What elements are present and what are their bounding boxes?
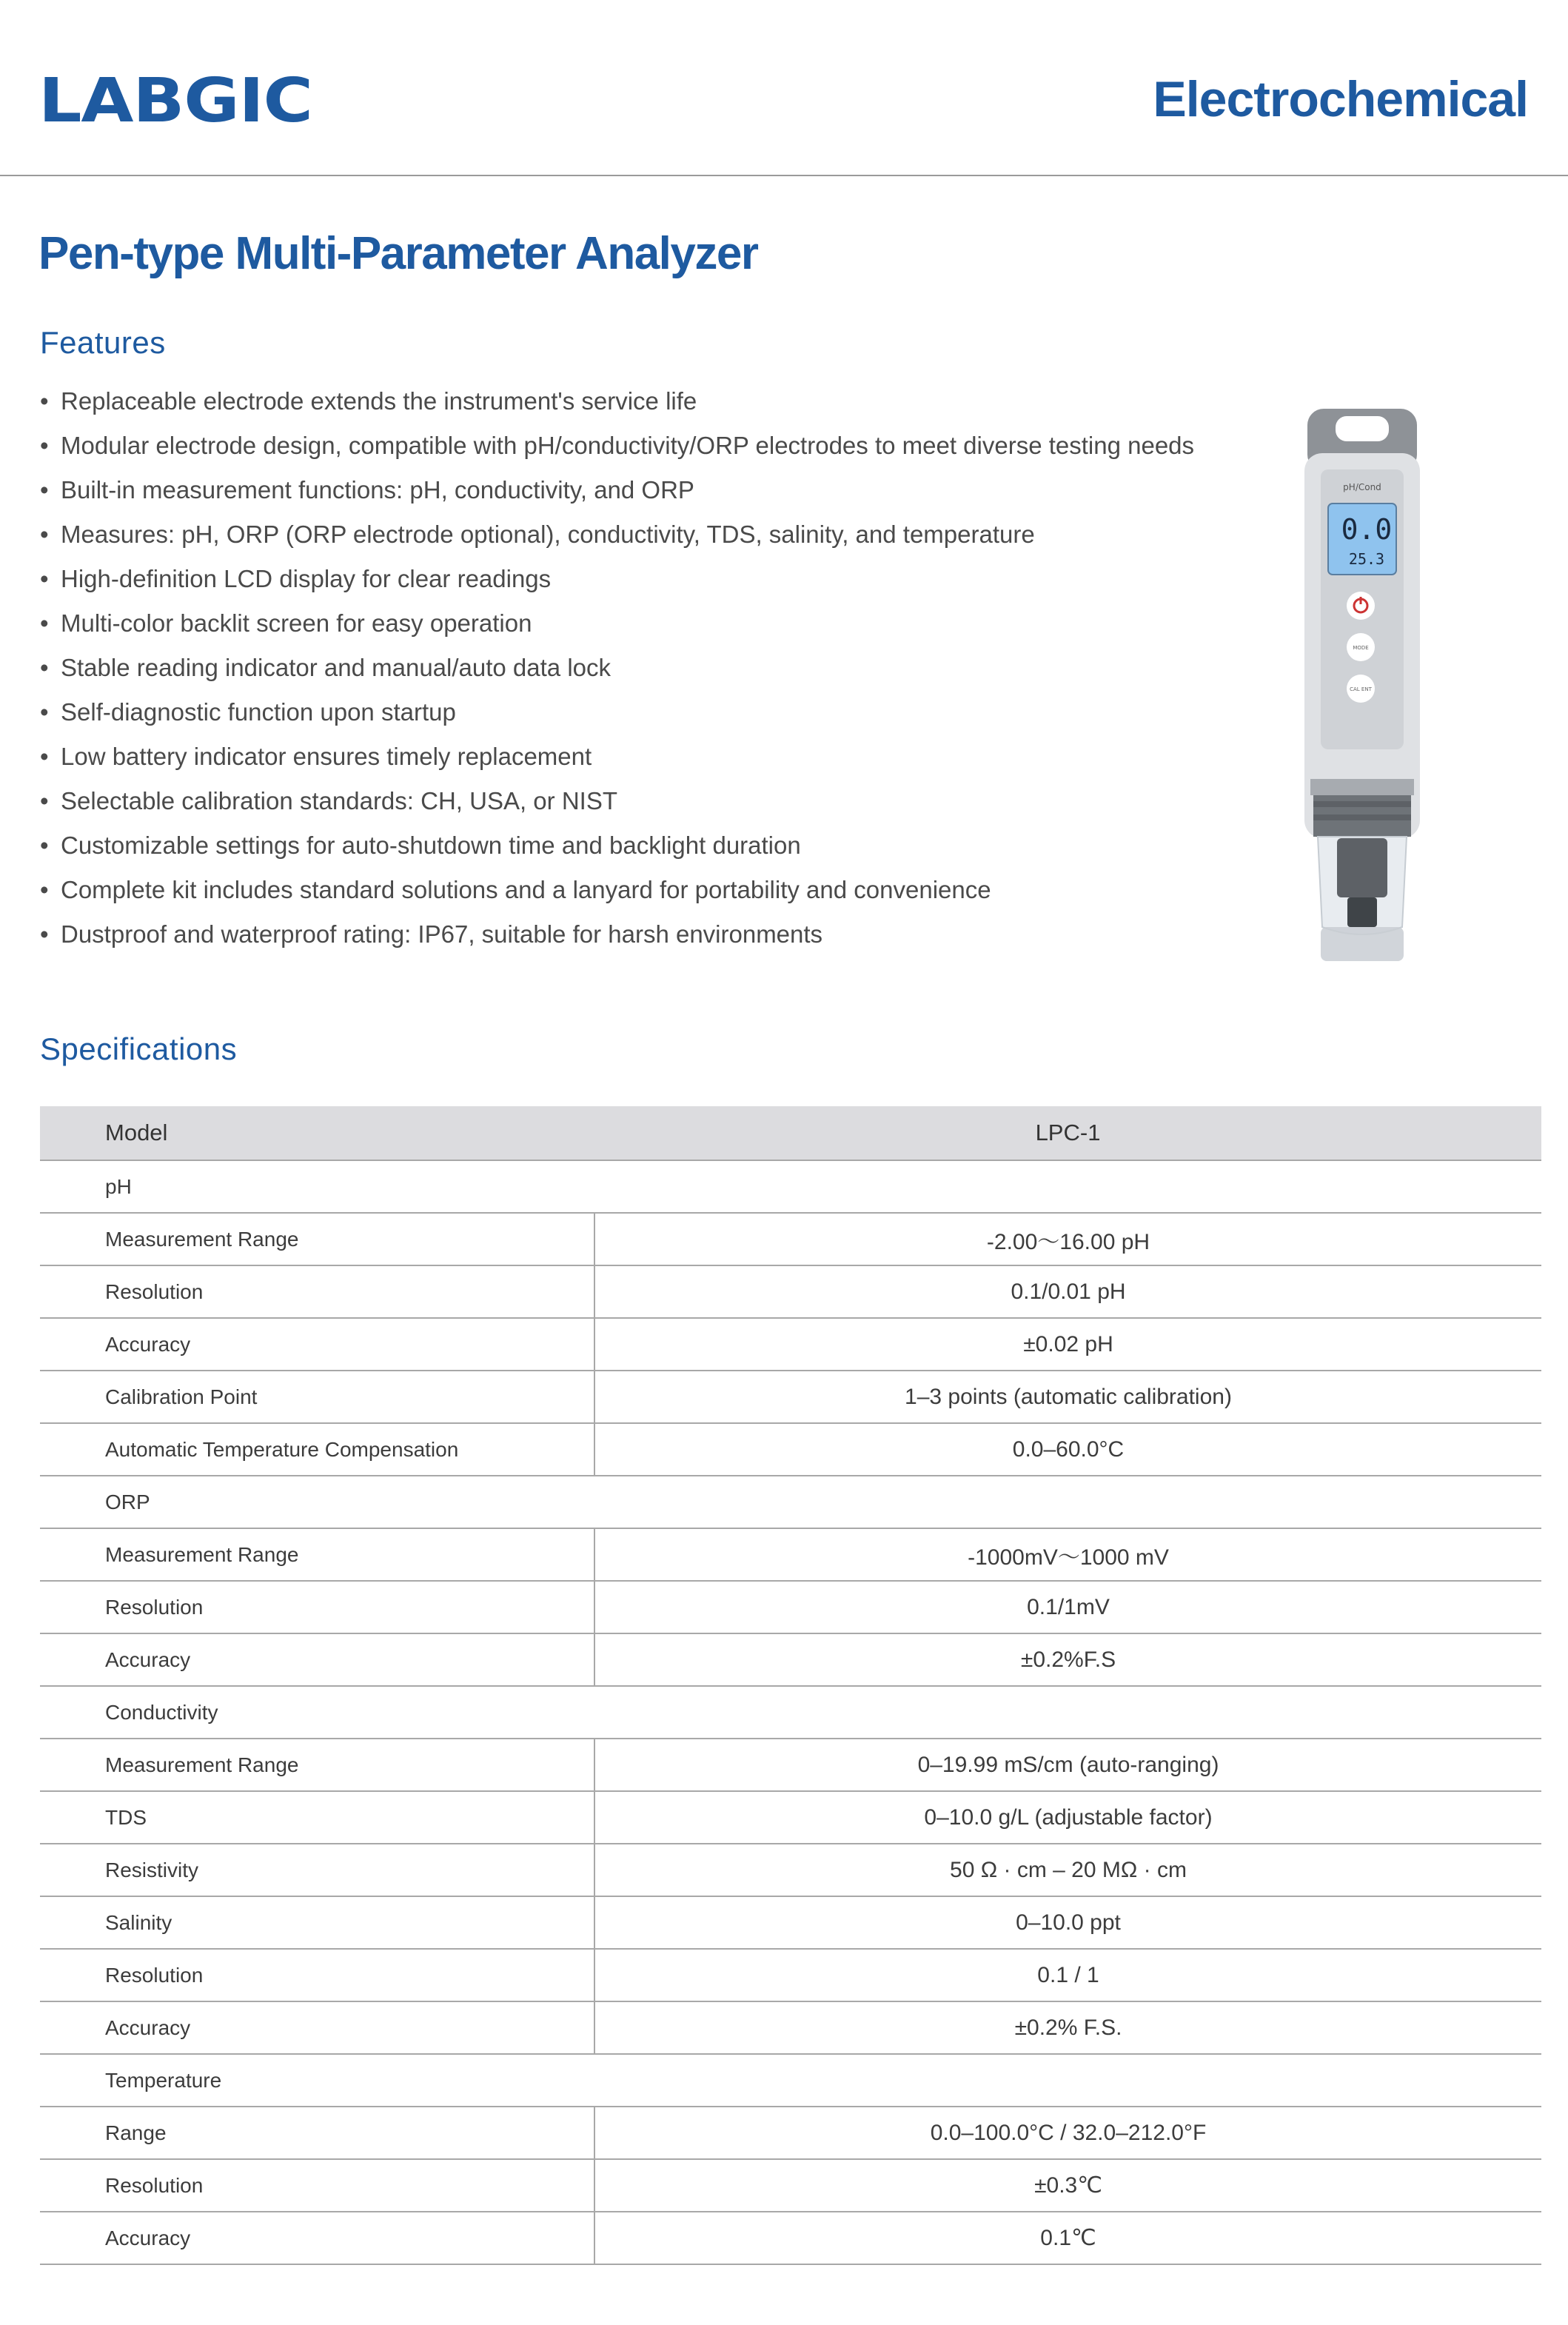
specifications-heading: Specifications — [40, 1031, 238, 1066]
table-row: Resolution ±0.3℃ — [40, 2159, 1541, 2212]
table-row: Resistivity 50 Ω · cm – 20 MΩ · cm — [40, 1844, 1541, 1896]
mode-button-label: MODE — [1353, 645, 1369, 651]
table-header-row — [40, 1106, 1541, 1160]
feature-item: • Low battery indicator ensures timely replacement — [40, 735, 1194, 779]
table-row: Accuracy ±0.2%F.S — [40, 1633, 1541, 1686]
table-row: Resolution 0.1/1mV — [40, 1581, 1541, 1633]
table-row: Accuracy ±0.2% F.S. — [40, 2001, 1541, 2054]
spec-group-row: Temperature — [40, 2054, 1541, 2107]
feature-item: • High-definition LCD display for clear readings — [40, 557, 1194, 601]
table-row: Measurement Range -2.00〜16.00 pH — [40, 1213, 1541, 1265]
features-heading: Features — [40, 325, 166, 360]
table-row: Calibration Point 1–3 points (automatic calibration) — [40, 1371, 1541, 1423]
table-row: Salinity 0–10.0 ppt — [40, 1896, 1541, 1949]
table-row: Range 0.0–100.0°C / 32.0–212.0°F — [40, 2107, 1541, 2159]
feature-item: • Stable reading indicator and manual/auto data lock — [40, 646, 1194, 690]
table-row: Resolution 0.1 / 1 — [40, 1949, 1541, 2001]
features-list — [40, 379, 1194, 957]
feature-item: • Measures: pH, ORP (ORP electrode optional), conductivity, TDS, salinity, and temperature — [40, 512, 1194, 557]
specifications-table — [40, 1106, 1541, 2265]
spec-group-row: ORP — [40, 1476, 1541, 1528]
device-label: pH/Cond — [1343, 482, 1381, 492]
feature-item: • Built-in measurement functions: pH, conductivity, and ORP — [40, 468, 1194, 512]
spec-group-row: Conductivity — [40, 1686, 1541, 1739]
table-row: Measurement Range 0–19.99 mS/cm (auto-ranging) — [40, 1739, 1541, 1791]
feature-item: • Complete kit includes standard solutions and a lanyard for portability and convenience — [40, 868, 1194, 912]
table-row: Accuracy ±0.02 pH — [40, 1318, 1541, 1371]
table-row: Measurement Range -1000mV〜1000 mV — [40, 1528, 1541, 1581]
feature-item: • Modular electrode design, compatible with pH/conductivity/ORP electrodes to meet diverse testing needs — [40, 424, 1194, 468]
pen-analyzer-image — [1303, 409, 1421, 971]
feature-item: • Customizable settings for auto-shutdown time and backlight duration — [40, 823, 1194, 868]
model-value: LPC-1 — [594, 1106, 1541, 1160]
table-row: Accuracy 0.1℃ — [40, 2212, 1541, 2264]
product-title: Pen-type Multi-Parameter Analyzer — [38, 228, 758, 279]
page-header — [0, 0, 1568, 176]
lcd-temp-reading: 25.3 — [1348, 550, 1385, 568]
category-title: Electrochemical — [1153, 71, 1528, 127]
lcd-main-reading: 0.0 — [1341, 513, 1393, 546]
cal-button-label: CAL ENT — [1350, 686, 1372, 692]
brand-logo: LABGIC — [38, 66, 312, 136]
table-row: TDS 0–10.0 g/L (adjustable factor) — [40, 1791, 1541, 1844]
feature-item: • Self-diagnostic function upon startup — [40, 690, 1194, 735]
model-label: Model — [40, 1106, 594, 1160]
feature-item: • Selectable calibration standards: CH, USA, or NIST — [40, 779, 1194, 823]
feature-item: • Replaceable electrode extends the instrument's service life — [40, 379, 1194, 424]
spec-group-row: pH — [40, 1160, 1541, 1213]
feature-item: • Multi-color backlit screen for easy operation — [40, 601, 1194, 646]
feature-item: • Dustproof and waterproof rating: IP67, suitable for harsh environments — [40, 912, 1194, 957]
table-row: Automatic Temperature Compensation 0.0–60.0°C — [40, 1423, 1541, 1476]
table-row: Resolution 0.1/0.01 pH — [40, 1265, 1541, 1318]
